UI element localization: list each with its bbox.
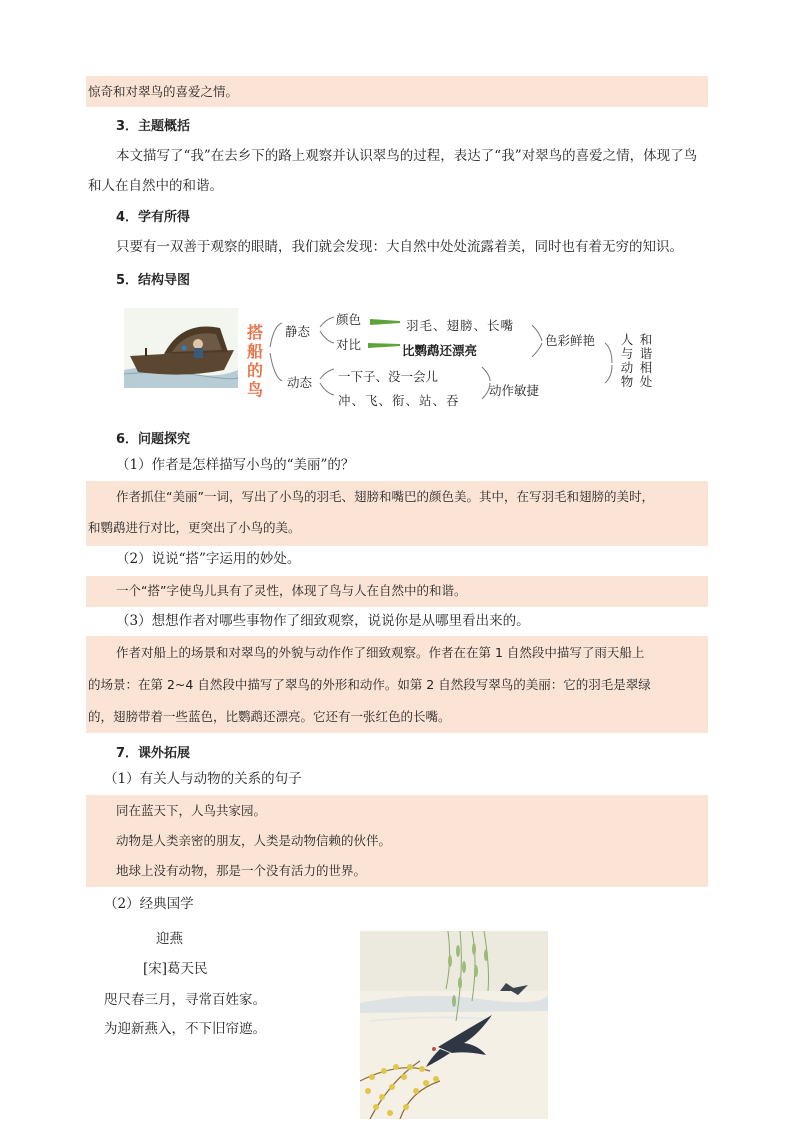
- question: （1）作者是怎样描写小鸟的“美丽”的？: [116, 457, 355, 473]
- map-harmony-col1: [620, 333, 634, 389]
- section-heading-6: 6．问题探究: [116, 432, 191, 447]
- subheading: （2）经典国学: [104, 896, 194, 912]
- answer: 的场景：在第 2~4 自然段中描写了翠鸟的外形和动作。如第 2 自然段写翠鸟的美丽：它的羽毛是翠绿: [88, 677, 651, 692]
- harmony-char: 谐: [639, 346, 653, 361]
- map-title-char: 的: [246, 361, 263, 380]
- question: （2）说说“搭”字运用的妙处。: [116, 551, 301, 567]
- map-static: 静态: [285, 324, 311, 339]
- harmony-char: 处: [639, 374, 653, 389]
- sentence: 地球上没有动物，那是一个没有活力的世界。: [116, 863, 367, 878]
- paragraph: 只要有一双善于观察的眼睛，我们就会发现：大自然中处处流露着美，同时也有着无穷的知识。: [116, 239, 683, 255]
- answer: 一个“搭”字使鸟儿具有了灵性，体现了鸟与人在自然中的和谐。: [116, 583, 467, 598]
- answer: 的，翅膀带着一些蓝色，比鹦鹉还漂亮。它还有一张红色的长嘴。: [88, 709, 451, 724]
- harmony-char: 人: [620, 332, 634, 347]
- boat-illustration: [124, 308, 238, 388]
- harmony-char: 与: [620, 346, 634, 361]
- question: （3）想想作者对哪些事物作了细致观察，说说你是从哪里看出来的。: [116, 613, 530, 629]
- map-feathers: 羽毛、翅膀、长嘴: [406, 318, 515, 333]
- answer: 和鹦鹉进行对比，更突出了小鸟的美。: [88, 520, 301, 535]
- section-heading-4: 4．学有所得: [116, 210, 191, 225]
- continued-text: 惊奇和对翠鸟的喜爱之情。: [88, 84, 239, 99]
- section-heading-7: 7．课外拓展: [116, 746, 191, 761]
- map-agile: 动作敏捷: [489, 383, 540, 398]
- map-color: 颜色: [336, 312, 362, 327]
- poem-line: 为迎新燕入，不下旧帘遮。: [104, 1021, 266, 1037]
- map-title-char: 鸟: [246, 380, 263, 399]
- harmony-char: 物: [620, 374, 634, 389]
- answer: 作者对船上的场景和对翠鸟的外貌与动作作了细致观察。作者在在第 1 自然段中描写了雨天船上: [116, 645, 645, 660]
- map-moment: 一下子、没一会儿: [338, 369, 439, 384]
- section-heading-3: 3．主题概括: [116, 119, 191, 134]
- map-title-char: 船: [246, 342, 263, 361]
- map-compare: 对比: [336, 337, 362, 352]
- map-parrot: 比鹦鹉还漂亮: [402, 343, 478, 358]
- map-dynamic: 动态: [287, 375, 313, 390]
- map-actions: 冲、飞、衔、站、吞: [338, 393, 460, 408]
- poem-line: 咫尺春三月，寻常百姓家。: [104, 992, 266, 1008]
- poem-author: [宋]葛天民: [143, 961, 208, 977]
- answer: 作者抓住“美丽”一词，写出了小鸟的羽毛、翅膀和嘴巴的颜色美。其中，在写羽毛和翅膀的美时，: [116, 489, 654, 504]
- sentence: 动物是人类亲密的朋友，人类是动物信赖的伙伴。: [116, 833, 392, 848]
- map-title-char: 搭: [246, 323, 263, 342]
- poem-title: 迎燕: [156, 931, 183, 947]
- harmony-char: 相: [639, 360, 653, 375]
- map-harmony-col2: [639, 333, 653, 389]
- harmony-char: 和: [639, 332, 653, 347]
- sentence: 同在蓝天下，人鸟共家园。: [116, 803, 267, 818]
- paragraph: 和人在自然中的和谐。: [88, 178, 223, 194]
- section-heading-5: 5．结构导图: [116, 273, 191, 288]
- subheading: （1）有关人与动物的关系的句子: [104, 771, 302, 787]
- swallow-painting: [360, 931, 548, 1119]
- harmony-char: 动: [620, 360, 634, 375]
- paragraph: 本文描写了“我”在去乡下的路上观察并认识翠鸟的过程，表达了“我”对翠鸟的喜爱之情，体现了鸟: [116, 148, 698, 164]
- map-colorful: 色彩鲜艳: [545, 333, 596, 348]
